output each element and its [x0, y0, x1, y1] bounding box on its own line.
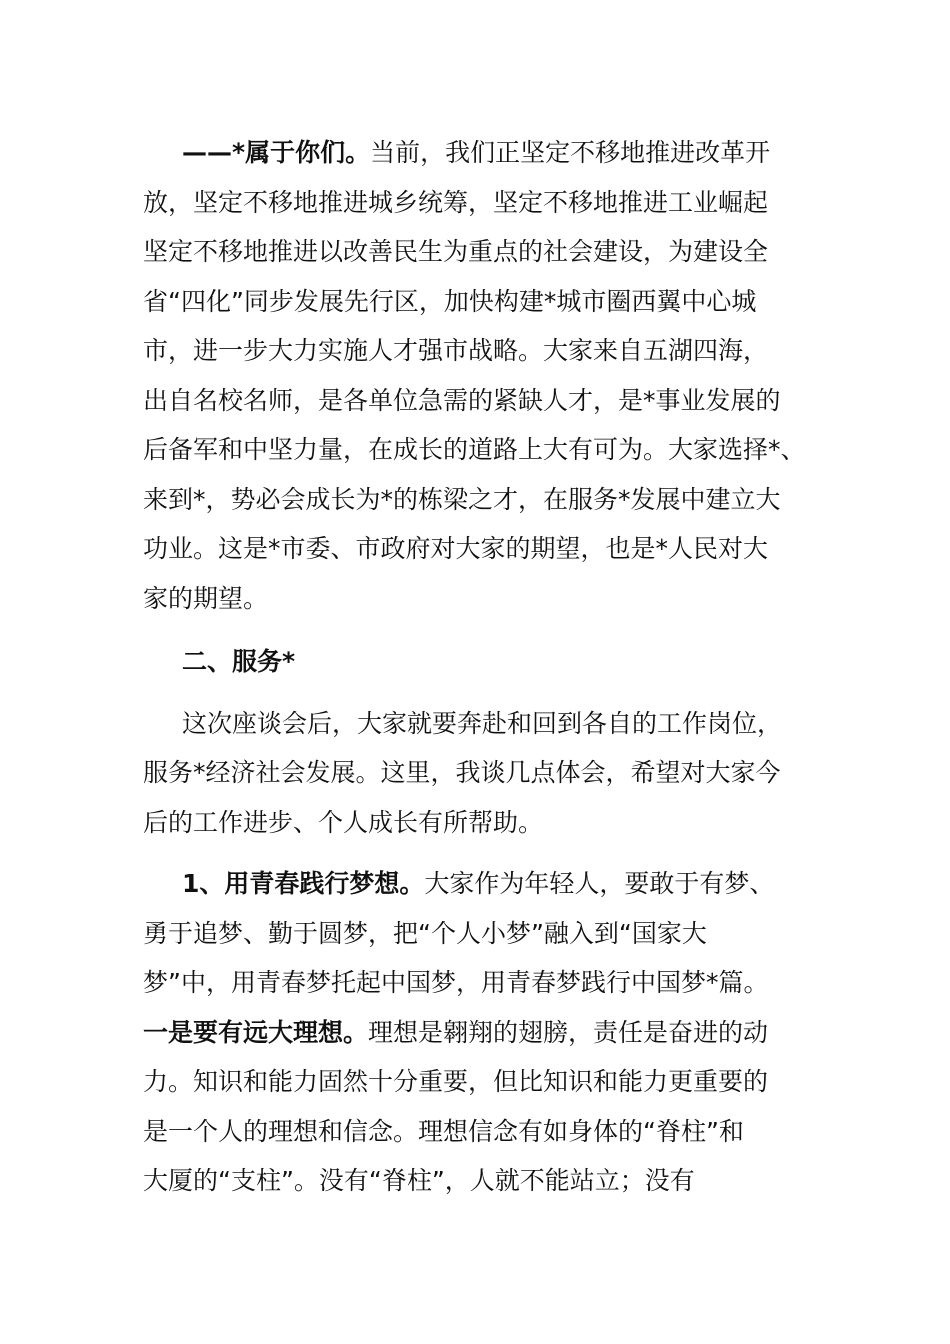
text-line [143, 178, 813, 228]
text-line [143, 376, 813, 426]
paragraph-after-meeting [143, 699, 813, 848]
heading-text: 二、服务* [182, 647, 296, 676]
bold-lead-text: 1、用青春践行梦想。 [182, 869, 425, 898]
text-line [143, 1008, 813, 1058]
line-text: 省“四化”同步发展先行区，加快构建*城市圈西翼中心城 [143, 286, 757, 316]
line-text: 勇于追梦、勤于圆梦，把“个人小梦”融入到“国家大 [143, 918, 707, 948]
line-text: 大厦的“支柱”。没有“脊柱”，人就不能站立；没有 [143, 1166, 695, 1195]
text-line [143, 909, 813, 959]
line-text: 功业。这是*市委、市政府对大家的期望，也是*人民对大 [143, 534, 769, 563]
text-line [143, 475, 813, 525]
line-text: 家的期望。 [143, 583, 269, 613]
text-line [143, 748, 813, 798]
line-text: 坚定不移地推进以改善民生为重点的社会建设，为建设全 [143, 237, 769, 266]
line-text: 市，进一步大力实施人才强市战略。大家来自五湖四海， [143, 336, 769, 365]
line-text: 后的工作进步、个人成长有所帮助。 [143, 807, 544, 837]
text-line [143, 1107, 813, 1157]
line-text: 服务*经济社会发展。这里，我谈几点体会，希望对大家今 [143, 758, 781, 787]
line-text: 大家作为年轻人，要敢于有梦、 [424, 869, 775, 898]
text-line [143, 425, 813, 475]
text-line [143, 277, 813, 327]
line-text: 这次座谈会后，大家就要奔赴和回到各自的工作岗位， [182, 708, 783, 738]
paragraph-belongs-to-you [143, 128, 813, 623]
text-line [143, 798, 813, 848]
text-line [143, 128, 813, 178]
text-line [143, 1057, 813, 1107]
line-text: 后备军和中坚力量，在成长的道路上大有可为。大家选择*、 [143, 435, 806, 464]
bold-lead-text: 一是要有远大理想。 [143, 1017, 369, 1047]
text-line [143, 859, 813, 909]
text-line [143, 524, 813, 574]
line-text: 出自名校名师，是各单位急需的紧缺人才，是*事业发展的 [143, 385, 781, 415]
line-text: 放，坚定不移地推进城乡统筹，坚定不移地推进工业崛起 [143, 187, 769, 217]
text-line [143, 958, 813, 1008]
line-text: 力。知识和能力固然十分重要，但比知识和能力更重要的 [143, 1067, 769, 1096]
line-text: 来到*，势必会成长为*的栋梁之才，在服务*发展中建立大 [143, 484, 781, 514]
text-line [143, 574, 813, 624]
line-text: 是一个人的理想和信念。理想信念有如身体的“脊柱”和 [143, 1116, 744, 1146]
section-heading-service [143, 637, 813, 687]
text-line [143, 326, 813, 376]
line-text: 梦”中，用青春梦托起中国梦，用青春梦践行中国梦*篇。 [143, 968, 769, 997]
document-body [143, 128, 813, 1206]
text-line [143, 1156, 813, 1206]
heading-line [143, 637, 813, 687]
line-text: 当前，我们正坚定不移地推进改革开 [370, 138, 771, 167]
paragraph-youth-dream [143, 859, 813, 1206]
text-line [143, 227, 813, 277]
text-line [143, 699, 813, 749]
bold-lead-text: ——*属于你们。 [182, 138, 371, 167]
line-text: 理想是翱翔的翅膀，责任是奋进的动 [368, 1017, 769, 1047]
